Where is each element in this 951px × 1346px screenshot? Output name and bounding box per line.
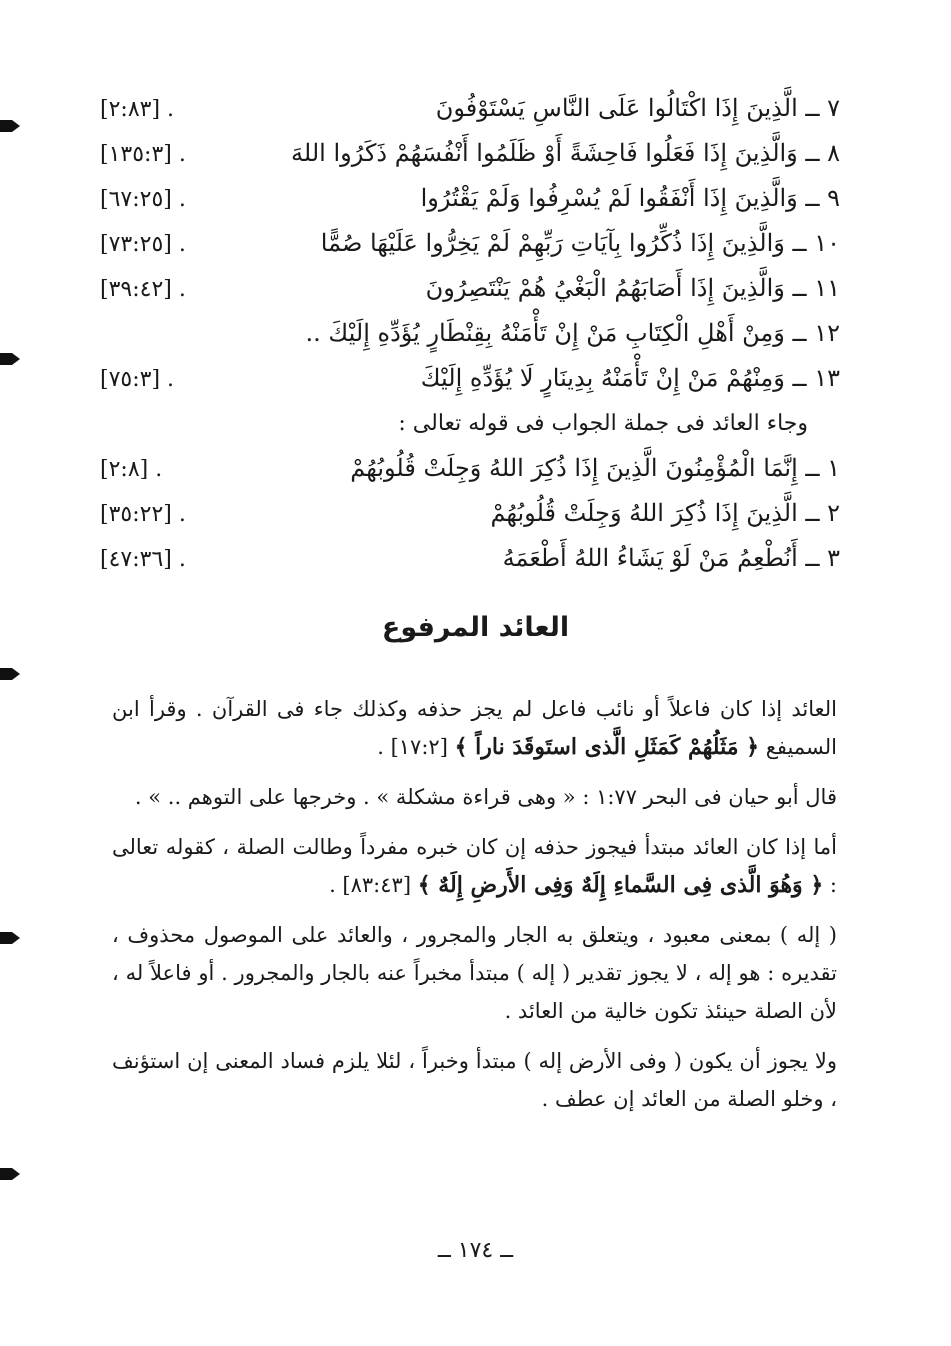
page-number: ــ ١٧٤ ــ: [437, 1238, 514, 1263]
verse-body: وَالَّذِينَ إِذَا أَنْفَقُوا لَمْ يُسْرِفُوا وَلَمْ يَقْتُرُوا: [420, 184, 798, 212]
verse-body: وَالَّذِينَ إِذَا ذُكِّرُوا بِآيَاتِ رَبِّهِمْ لَمْ يَخِرُّوا عَلَيْهَا صُمًّا: [320, 229, 785, 257]
verse-reference: [٣٩:٤٢] .: [100, 277, 186, 302]
verse-row: [100, 131, 840, 176]
ref-text: [٦٧:٢٥]: [100, 187, 172, 212]
verse-text: [306, 311, 840, 356]
paragraph: [112, 690, 837, 766]
quran-quote: ﴿ مَثَلُهُمْ كَمَثَلِ الَّذى استَوقَدَ ناراً ﴾: [454, 734, 760, 760]
verse-body: أَنُطْعِمُ مَنْ لَوْ يَشَاءُ اللهُ أَطْعَمَهُ: [502, 544, 798, 572]
verse-reference: [١٣٥:٣] .: [100, 142, 186, 167]
verse-body: وَمِنْ أَهْلِ الْكِتَابِ مَنْ إِنْ تَأْمَنْهُ بِقِنْطَارٍ يُؤَدِّهِ إِلَيْكَ ..: [305, 319, 785, 347]
quran-quote: ﴿ وَهُوَ الَّذى فِى السَّماءِ إِلَهٌ وَفِى الأَرضِ إِلَهٌ ﴾: [417, 872, 824, 898]
verse-text: [490, 491, 840, 536]
verse-reference: [٤٧:٣٦] .: [100, 547, 186, 572]
verse-body: الَّذِينَ إِذَا ذُكِرَ اللهُ وَجِلَتْ قُلُوبُهُمْ: [490, 499, 798, 527]
ref-text: [٣٩:٤٢]: [100, 277, 172, 302]
verse-reference: [٨٣:٤٣] .: [329, 873, 412, 897]
verse-number: ١١ ــ: [792, 274, 840, 302]
verse-row: [100, 221, 840, 266]
ref-text: [٢:٨٣]: [100, 97, 161, 122]
paragraph-text: أما إذا كان العائد مبتدأ فيجوز حذفه إن كان خبره مفرداً وطالت الصلة ، كقوله تعالى :: [112, 835, 837, 897]
verse-text: [436, 86, 840, 131]
verse-text: [426, 266, 840, 311]
verse-number: ٢ ــ: [805, 499, 840, 527]
verse-number: ١ ــ: [805, 454, 840, 482]
verse-number: ٨ ــ: [805, 139, 840, 167]
verse-reference: [٧٣:٢٥] .: [100, 232, 186, 257]
verse-reference: [٢:٨٣] .: [100, 97, 175, 122]
ref-text: [٧٥:٣]: [100, 367, 161, 392]
ref-text: [٧٣:٢٥]: [100, 232, 172, 257]
body-text: [112, 690, 837, 1130]
verse-body: وَالَّذِينَ إِذَا أَصَابَهُمُ الْبَغْيُ هُمْ يَنْتَصِرُونَ: [425, 274, 785, 302]
verse-row: [100, 446, 840, 491]
verse-row: [100, 491, 840, 536]
margin-mark: [0, 668, 20, 680]
verse-reference: [٢:٨] .: [100, 457, 163, 482]
ref-text: [١٣٥:٣]: [100, 142, 172, 167]
verse-body: إِنَّمَا الْمُؤْمِنُونَ الَّذِينَ إِذَا ذُكِرَ اللهُ وَجِلَتْ قُلُوبُهُمْ: [350, 454, 798, 482]
paragraph-text: ( إله ) بمعنى معبود ، ويتعلق به الجار والمجرور ، والعائد على الموصول محذوف ، تقديره : هو إله ، لا يجوز تقدير ( إله ) مبتدأ مخبراً عنه بالجار والمجرور . أو فاعلاً له ، لأن الصلة حينئذ تكون خالية من العائد .: [112, 923, 837, 1023]
paragraph-text: العائد إذا كان فاعلاً أو نائب فاعل لم يجز حذفه وكذلك جاء فى القرآن . وقرأ ابن السميفع: [112, 697, 837, 759]
verse-number: ١٠ ــ: [792, 229, 840, 257]
paragraph-text: ولا يجوز أن يكون ( وفى الأرض إله ) مبتدأ وخبراً ، لئلا يلزم فساد المعنى إن استؤنف ، وخلو الصلة من العائد إن عطف .: [112, 1049, 837, 1111]
verse-number: ٣ ــ: [805, 544, 840, 572]
verse-reference: [٧٥:٣] .: [100, 367, 175, 392]
margin-mark: [0, 1168, 20, 1180]
verse-row: [100, 86, 840, 131]
ref-text: [٤٧:٣٦]: [100, 547, 172, 572]
ref-text: [٣٥:٢٢]: [100, 502, 172, 527]
verse-text: [421, 356, 840, 401]
verse-body: وَمِنْهُمْ مَنْ إِنْ تَأْمَنْهُ بِدِينَارٍ لَا يُؤَدِّهِ إِلَيْكَ: [420, 364, 785, 392]
verse-reference: [١٧:٢] .: [377, 735, 448, 759]
verse-text: [350, 446, 840, 491]
paragraph: [112, 916, 837, 1030]
verse-text: [321, 221, 840, 266]
verse-text: [503, 536, 840, 581]
paragraph: [112, 778, 837, 816]
verse-number: ٩ ــ: [805, 184, 840, 212]
intro-text: وجاء العائد فى جملة الجواب فى قوله تعالى :: [398, 411, 808, 436]
margin-mark: [0, 932, 20, 944]
verse-row: [100, 311, 840, 356]
verse-row: [100, 176, 840, 221]
verse-number: ١٣ ــ: [792, 364, 840, 392]
margin-mark: [0, 353, 20, 365]
verse-body: وَالَّذِينَ إِذَا فَعَلُوا فَاحِشَةً أَوْ ظَلَمُوا أَنْفُسَهُمْ ذَكَرُوا اللهَ: [291, 139, 798, 167]
verse-row: [100, 266, 840, 311]
margin-mark: [0, 120, 20, 132]
section-title: العائد المرفوع: [381, 612, 570, 643]
paragraph-text: قال أبو حيان فى البحر ١:٧٧ : « وهى قراءة مشكلة » . وخرجها على التوهم .. » .: [134, 785, 837, 809]
verse-number: ٧ ــ: [805, 94, 840, 122]
verse-row: [100, 356, 840, 401]
verse-number: ١٢ ــ: [792, 319, 840, 347]
verse-text: [421, 176, 840, 221]
ref-text: [٢:٨]: [100, 457, 149, 482]
paragraph: [112, 1042, 837, 1118]
verse-list: [100, 86, 840, 581]
verse-text: [291, 131, 840, 176]
verse-body: الَّذِينَ إِذَا اكْتَالُوا عَلَى النَّاسِ يَسْتَوْفُونَ: [435, 94, 798, 122]
paragraph: [112, 828, 837, 904]
verse-reference: [٦٧:٢٥] .: [100, 187, 186, 212]
verse-reference: [٣٥:٢٢] .: [100, 502, 186, 527]
verse-row: [100, 536, 840, 581]
